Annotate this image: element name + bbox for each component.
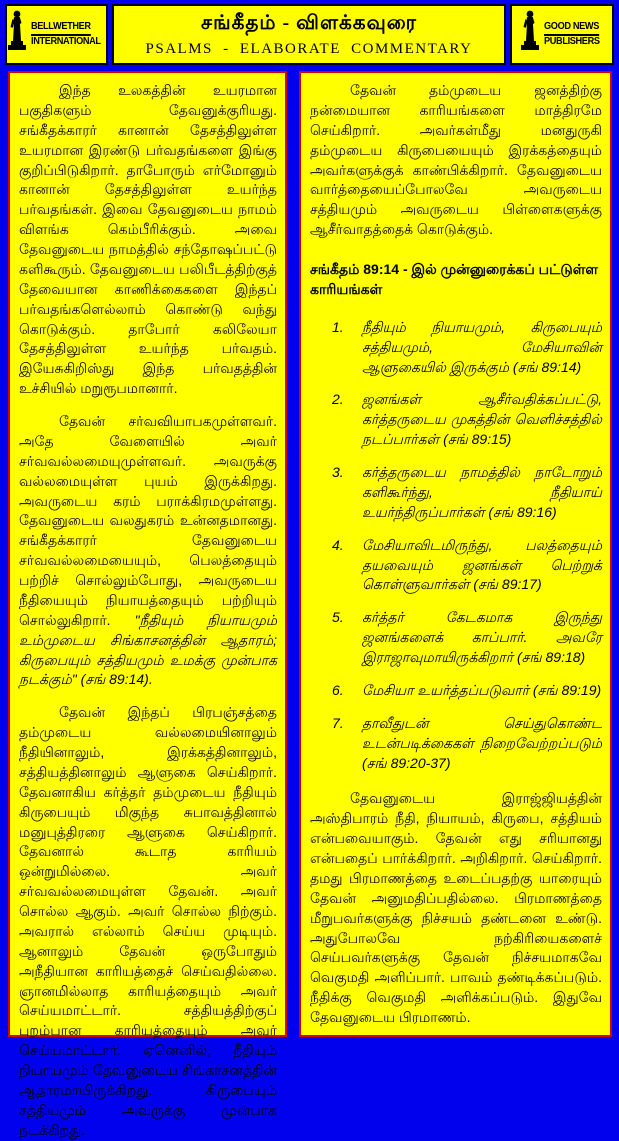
logo-line2: INTERNATIONAL bbox=[31, 36, 101, 47]
bellwether-logo bbox=[5, 4, 108, 65]
list-item-text: நீதியும் நியாயமும், கிருபையும் சத்தியமும், மேசியாவின் ஆளுகையில் இருக்கும் (சங் 89:14) bbox=[362, 318, 602, 375]
list-item-text: கர்த்தர் கேடகமாக இருந்து ஜனங்களைக் காப்பார். அவரே இராஜாவுமாயிருக்கிறார் (சங் 89:18) bbox=[362, 609, 602, 665]
list-item-text: மேசியாவிடமிருந்து, பலத்தையும் தயவையும் ஜனங்கள் பெற்றுக் கொள்ளுவார்கள் (சங் 89:17) bbox=[362, 536, 602, 593]
logo-line1: BELLWETHER bbox=[31, 21, 91, 37]
list-item bbox=[310, 681, 602, 701]
numbered-list bbox=[310, 318, 602, 774]
list-item bbox=[310, 608, 602, 668]
list-item-number: 6. bbox=[332, 681, 344, 698]
left-column bbox=[8, 71, 287, 1138]
scripture-quote: "நீதியும் நியாயமும் உம்முடைய சிங்காசனத்தின் ஆதாரம்; கிருபையும் சத்தியமும் உமக்கு முன்பாக நடக்கும்" (சங் 89:14). bbox=[19, 611, 277, 688]
paragraph bbox=[310, 81, 602, 240]
good-news-publishers-logo bbox=[510, 4, 614, 65]
list-item-number: 5. bbox=[332, 609, 344, 626]
statue-icon bbox=[6, 9, 28, 60]
paragraph bbox=[19, 412, 277, 690]
list-item-number: 1. bbox=[332, 318, 344, 335]
paragraph-text: தேவன் தம்முடைய ஜனத்திற்கு நன்மையான காரியங்களை மாத்திரமே செய்கிறார். அவர்கள்மீது மனதுருகி தம்முடைய கிருபையையும் இரக்கத்தையும் அவர்களுக்குக் காண்பிக்கிறார். தேவனுடைய வார்த்தையைப்போலவே அவருடைய சத்தியமும் அவருடைய பிள்ளைகளுக்கு ஆசீர்வாதத்தைக் கொடுக்கும். bbox=[310, 82, 602, 238]
list-item bbox=[310, 463, 602, 523]
list-item bbox=[310, 318, 602, 378]
list-item bbox=[310, 390, 602, 450]
paragraph-text: தேவன் இந்தப் பிரபஞ்சத்தை தம்முடைய வல்லமையினாலும் நீதியினாலும், இரக்கத்தினாலும், சத்தியத்தினாலும் ஆளுகை செய்கிறார். தேவனாகிய கர்த்தர் தம்முடைய நீதியும் கிருபையும் மிகுந்த சுபாவத்தினால் மனுபுத்திரரை ஆளுகை செய்கிறார். தேவனால் கூடாத காரியம் ஒன்றுமில்லை. அவர் சர்வவல்லமையுள்ள தேவன். அவர் சொல்ல ஆகும். அவர் சொல்ல நிற்கும். அவரால் எல்லாம் செய்ய முடியும். ஆனாலும் தேவன் ஒருபோதும் அநீதியான காரியத்தைச் செய்வதில்லை. ஞானமில்லாத காரியத்தையும் அவர் செய்யமாட்டார். சத்தியத்திற்குப் புறம்பான காரியத்தையும் அவர் செய்யமாட்டார். ஏனெனில், நீதியும் நியாயமும் தேவனுடைய சிங்காசனத்தின் ஆதாரமாயிருக்கிறது. கிருபையும் சத்தியமும் அவருக்கு முன்பாக நடக்கிறது. bbox=[19, 704, 277, 1138]
page-title-english: PSALMS - ELABORATE COMMENTARY bbox=[145, 40, 473, 57]
logo-line2: PUBLISHERS bbox=[544, 36, 600, 47]
page-title-tamil: சங்கீதம் - விளக்கவுரை bbox=[201, 11, 417, 34]
paragraph-text: தேவனுடைய இராஜ்ஜியத்தின் அஸ்திபாரம் நீதி, நியாயம், கிருபை, சத்தியம் என்பவையாகும். தேவன் எது சரியானது என்பதைப் பார்க்கிறார். அறிகிறார். செய்கிறார். தமது பிரமாணத்தை உடைப்பதற்கு யாரையும் தேவன் அனுமதிப்பதில்லை. பிரமாணத்தை மீறுபவர்களுக்கு நிச்சயம் தண்டனை உண்டு. அதுபோலவே நற்கிரியைகளைச் செய்பவர்களுக்கு தேவன் நிச்சயமாகவே வெகுமதி அளிப்பார். பாவம் தண்டிக்கப்படும். நீதிக்கு வெகுமதி அளிக்கப்படும். இதுவே தேவனுடைய பிரமாணம். bbox=[310, 790, 602, 1025]
right-column bbox=[299, 71, 612, 1037]
paragraph-text: தேவன் சர்வவியாபகமுள்ளவர். அதே வேளையில் அவர் சர்வவல்லமையுமுள்ளவர். அவருக்கு வல்லமையுள்ள புயம் இருக்கிறது. அவருடைய கரம் பராக்கிரமமுள்ளது. தேவனுடைய வலதுகரம் உன்னதமானது. சங்கீதக்காரர் தேவனுடைய சர்வவல்லமையையும், பெலத்தையும் பற்றிச் சொல்லும்போது, அவருடைய நீதியையும் நியாயத்தையும் பற்றியும் சொல்லுகிறார். bbox=[19, 413, 277, 628]
list-item-number: 4. bbox=[332, 536, 344, 553]
list-item bbox=[310, 714, 602, 774]
paragraph bbox=[19, 81, 277, 399]
title-box bbox=[112, 4, 506, 65]
bellwether-logo-text bbox=[31, 21, 101, 49]
list-item-text: மேசியா உயர்த்தப்படுவார் (சங் 89:19) bbox=[362, 681, 602, 698]
list-item-text: கர்த்தருடைய நாமத்தில் நாடோறும் களிகூர்ந்து, நீதியாய் உயர்ந்திருப்பார்கள் (சங் 89:16) bbox=[362, 464, 602, 520]
list-item bbox=[310, 536, 602, 596]
logo-line1: GOOD NEWS bbox=[544, 21, 599, 37]
list-item-text: ஜனங்கள் ஆசீர்வதிக்கப்பட்டு, கர்த்தருடைய முகத்தின் வெளிச்சத்தில் நடப்பார்கள் (சங் 89:15) bbox=[362, 391, 602, 448]
list-item-number: 7. bbox=[332, 714, 344, 731]
list-item-number: 2. bbox=[332, 391, 344, 408]
good-news-logo-text bbox=[544, 21, 600, 49]
statue-icon bbox=[519, 9, 541, 60]
list-item-number: 3. bbox=[332, 464, 344, 480]
section-heading: சங்கீதம் 89:14 - இல் முன்னுரைக்கப் பட்டுள்ள காரியங்கள் bbox=[310, 261, 599, 297]
list-item-text: தாவீதுடன் செய்துகொண்ட உடன்படிக்கைகள் நிறைவேற்றப்படும் (சங் 89:20-37) bbox=[362, 714, 602, 771]
paragraph-text: இந்த உலகத்தின் உயரமான பகுதிகளும் தேவனுக்குரியது. சங்கீதக்காரர் கானான் தேசத்திலுள்ள உயரமான இரண்டு பர்வதங்களை இங்கு குறிப்பிடுகிறார். தாபோரும் எர்மோனும் கானான் தேசத்திலுள்ள உயர்ந்த பர்வதங்கள். இவை தேவனுடைய நாமம் விளங்க கெம்பீரிக்கும். அவை தேவனுடைய நாமத்தில் சந்தோஷப்பட்டு களிகூரும். தேவனுடைய பலிபீடத்திற்குத் தேவையான காணிக்கைகளை இந்தப் பர்வதங்களெல்லாம் கொண்டு வந்து கொடுக்கும். தாபோர் கலிலேயா தேசத்திலுள்ள உயர்ந்த பர்வதம். இயேசுகிறிஸ்து இந்த பர்வதத்தின் உச்சியில் மறுரூபமானார். bbox=[19, 82, 277, 397]
paragraph bbox=[19, 703, 277, 1140]
paragraph bbox=[310, 789, 602, 1028]
